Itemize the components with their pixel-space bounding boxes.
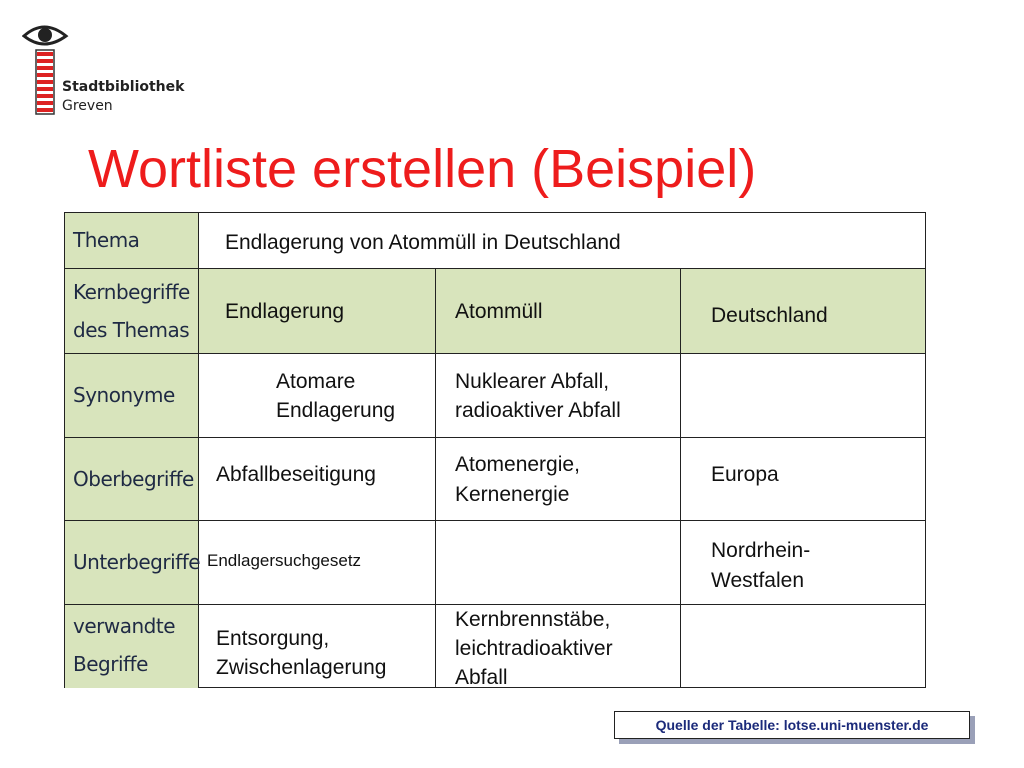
column-divider: [435, 605, 436, 688]
row-label-verw-2: Begriffe: [73, 652, 148, 676]
cell-kern-1: Endlagerung: [225, 300, 345, 323]
eye-tower-icon: [24, 27, 66, 114]
library-name: [62, 78, 184, 116]
library-name-line2: Greven: [62, 98, 113, 114]
row-label-verw-1: verwandte: [73, 614, 175, 638]
row-label-kern-1: Kernbegriffe: [73, 280, 190, 304]
column-divider: [435, 269, 436, 354]
column-divider: [680, 605, 681, 688]
row-label-thema: Thema: [73, 228, 140, 252]
slide-title: Wortliste erstellen (Beispiel): [88, 139, 757, 199]
table-row-unterbegriffe: [65, 520, 925, 605]
table-row-oberbegriffe: [65, 437, 925, 521]
row-label-synonyme: Synonyme: [73, 383, 175, 407]
table-row-synonyme: [65, 353, 925, 438]
column-divider: [680, 269, 681, 354]
cell-verw-2-line3: Abfall: [455, 666, 508, 689]
column-divider: [680, 438, 681, 521]
column-divider: [680, 354, 681, 438]
cell-verw-2-line1: Kernbrennstäbe,: [455, 608, 611, 631]
cell-kern-3: Deutschland: [711, 304, 828, 327]
cell-syn-1-line1: Atomare: [276, 370, 356, 393]
cell-syn-1-line2: Endlagerung: [276, 399, 396, 422]
cell-syn-2-line2: radioaktiver Abfall: [455, 399, 621, 422]
cell-ober-3: Europa: [711, 463, 779, 486]
table-row-thema: [65, 213, 925, 268]
cell-ober-2-line2: Kernenergie: [455, 483, 570, 506]
cell-unter-3-line1: Nordrhein-: [711, 539, 811, 562]
word-list-table: [64, 212, 926, 688]
cell-verw-1-line1: Entsorgung,: [216, 627, 330, 650]
column-divider: [435, 438, 436, 521]
table-source-note: Quelle der Tabelle: lotse.uni-muenster.de: [614, 711, 970, 739]
row-label-ober: Oberbegriffe: [73, 467, 194, 491]
cell-ober-1: Abfallbeseitigung: [216, 463, 376, 486]
cell-unter-3-line2: Westfalen: [711, 569, 804, 592]
cell-thema: Endlagerung von Atommüll in Deutschland: [225, 231, 621, 254]
cell-unter-1: Endlagersuchgesetz: [207, 551, 362, 570]
table-row-kernbegriffe: [65, 268, 925, 354]
cell-ober-2-line1: Atomenergie,: [455, 453, 580, 476]
column-divider: [435, 521, 436, 605]
table-row-verwandte-begriffe: [65, 604, 925, 688]
cell-kern-2: Atommüll: [455, 300, 543, 323]
cell-syn-2-line1: Nuklearer Abfall,: [455, 370, 610, 393]
row-label-kern-2: des Themas: [73, 318, 190, 342]
row-label-unter: Unterbegriffe: [73, 550, 201, 574]
cell-verw-2-line2: leichtradioaktiver: [455, 637, 613, 660]
column-divider: [680, 521, 681, 605]
library-name-line1: Stadtbibliothek: [62, 79, 185, 95]
cell-verw-1-line2: Zwischenlagerung: [216, 656, 387, 679]
column-divider: [435, 354, 436, 438]
